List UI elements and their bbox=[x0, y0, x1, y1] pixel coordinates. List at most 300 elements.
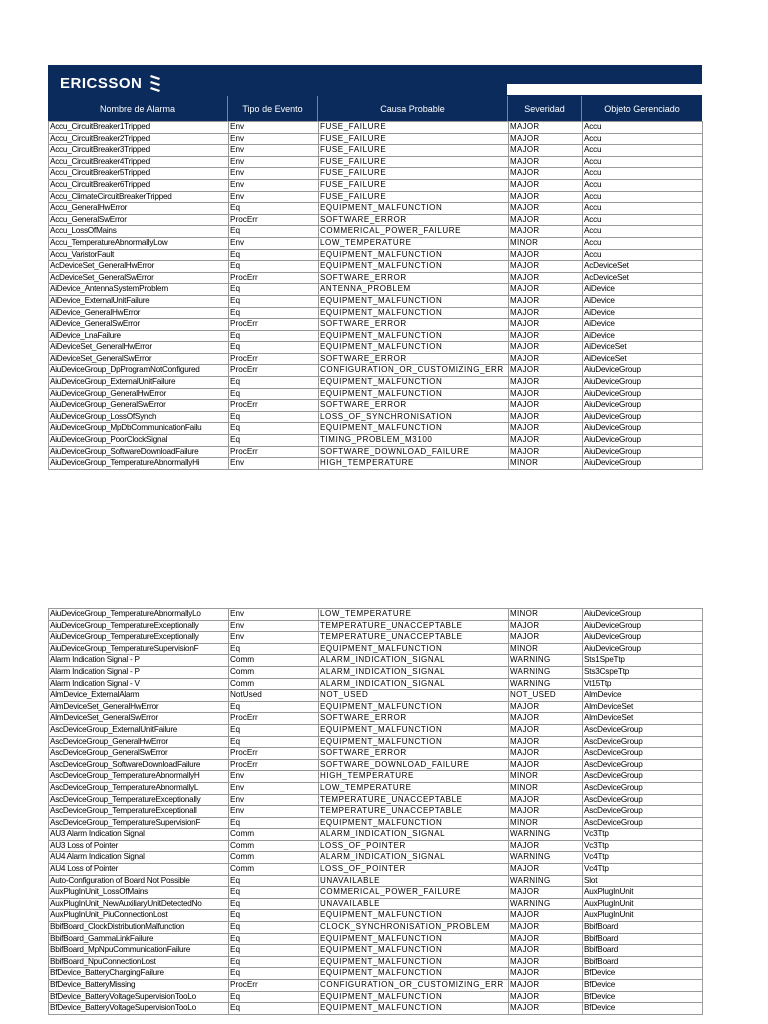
severity-cell: MAJOR bbox=[509, 759, 583, 771]
managed-object-cell: AiuDeviceGroup bbox=[583, 632, 703, 644]
managed-object-cell: AiuDeviceGroup bbox=[583, 411, 703, 423]
alarm-name-cell: BfDevice_BatteryVoltageSupervisionTooLo bbox=[49, 1003, 229, 1015]
alarm-name-cell: Alarm Indication Signal - P bbox=[49, 655, 229, 667]
probable-cause-cell: TEMPERATURE_UNACCEPTABLE bbox=[319, 632, 509, 644]
probable-cause-cell: ALARM_INDICATION_SIGNAL bbox=[319, 666, 509, 678]
managed-object-cell: BfDevice bbox=[583, 968, 703, 980]
table-row bbox=[49, 748, 703, 760]
managed-object-cell: AiuDeviceGroup bbox=[583, 446, 703, 458]
table-row bbox=[49, 736, 703, 748]
managed-object-cell: AscDeviceGroup bbox=[583, 759, 703, 771]
managed-object-cell: AlmDeviceSet bbox=[583, 701, 703, 713]
managed-object-cell: AscDeviceGroup bbox=[583, 748, 703, 760]
event-type-cell: Env bbox=[229, 609, 319, 621]
alarm-name-cell: AuxPlugInUnit_LossOfMains bbox=[49, 887, 229, 899]
probable-cause-cell: TEMPERATURE_UNACCEPTABLE bbox=[319, 794, 509, 806]
managed-object-cell: AiuDeviceGroup bbox=[583, 458, 703, 470]
alarm-name-cell: BfDevice_BatteryChargingFailure bbox=[49, 968, 229, 980]
alarm-name-cell: AiuDeviceGroup_TemperatureExceptionally bbox=[49, 620, 229, 632]
probable-cause-cell: FUSE_FAILURE bbox=[319, 145, 509, 157]
severity-cell: MAJOR bbox=[509, 736, 583, 748]
table-row bbox=[49, 203, 703, 215]
table-row bbox=[49, 226, 703, 238]
severity-cell: MAJOR bbox=[509, 991, 583, 1003]
probable-cause-cell: EQUIPMENT_MALFUNCTION bbox=[319, 643, 509, 655]
alarm-name-cell: AiuDeviceGroup_GeneralHwError bbox=[49, 388, 229, 400]
event-type-cell: Env bbox=[229, 806, 319, 818]
managed-object-cell: Accu bbox=[583, 179, 703, 191]
event-type-cell: Eq bbox=[229, 1003, 319, 1015]
severity-cell: WARNING bbox=[509, 875, 583, 887]
managed-object-cell: AiuDeviceGroup bbox=[583, 365, 703, 377]
probable-cause-cell: CLOCK_SYNCHRONISATION_PROBLEM bbox=[319, 922, 509, 934]
managed-object-cell: AiuDeviceGroup bbox=[583, 435, 703, 447]
alarm-name-cell: AiuDeviceGroup_PoorClockSignal bbox=[49, 435, 229, 447]
alarm-name-cell: BbifBoard_NpuConnectionLost bbox=[49, 956, 229, 968]
alarm-name-cell: Accu_CircuitBreaker2Tripped bbox=[49, 133, 229, 145]
managed-object-cell: BbifBoard bbox=[583, 945, 703, 957]
probable-cause-cell: EQUIPMENT_MALFUNCTION bbox=[319, 933, 509, 945]
table-row bbox=[49, 690, 703, 702]
alarm-name-cell: AiDevice_LnaFailure bbox=[49, 330, 229, 342]
table-row bbox=[49, 910, 703, 922]
alarm-name-cell: Accu_LossOfMains bbox=[49, 226, 229, 238]
table-row bbox=[49, 1003, 703, 1015]
table-row bbox=[49, 806, 703, 818]
probable-cause-cell: ALARM_INDICATION_SIGNAL bbox=[319, 678, 509, 690]
severity-cell: WARNING bbox=[509, 898, 583, 910]
severity-cell: MAJOR bbox=[509, 365, 583, 377]
event-type-cell: Eq bbox=[229, 435, 319, 447]
table-row bbox=[49, 168, 703, 180]
alarm-name-cell: AiDevice_ExternalUnitFailure bbox=[49, 295, 229, 307]
event-type-cell: Env bbox=[229, 620, 319, 632]
managed-object-cell: AuxPlugInUnit bbox=[583, 910, 703, 922]
event-type-cell: Eq bbox=[229, 261, 319, 273]
probable-cause-cell: LOSS_OF_POINTER bbox=[319, 840, 509, 852]
managed-object-cell: BbifBoard bbox=[583, 922, 703, 934]
event-type-cell: ProcErr bbox=[229, 365, 319, 377]
severity-cell: MINOR bbox=[509, 237, 583, 249]
event-type-cell: Eq bbox=[229, 411, 319, 423]
table-row bbox=[49, 307, 703, 319]
table-row bbox=[49, 261, 703, 273]
probable-cause-cell: CONFIGURATION_OR_CUSTOMIZING_ERR bbox=[319, 980, 509, 992]
alarm-name-cell: AiDeviceSet_GeneralSwError bbox=[49, 353, 229, 365]
event-type-cell: Env bbox=[229, 632, 319, 644]
event-type-cell: Env bbox=[229, 794, 319, 806]
severity-cell: MAJOR bbox=[509, 307, 583, 319]
managed-object-cell: Vc4Ttp bbox=[583, 852, 703, 864]
alarm-table-top bbox=[48, 121, 703, 470]
managed-object-cell: Accu bbox=[583, 214, 703, 226]
managed-object-cell: AiuDeviceGroup bbox=[583, 377, 703, 389]
alarm-name-cell: BfDevice_BatteryMissing bbox=[49, 980, 229, 992]
alarm-name-cell: BbifBoard_ClockDistributionMalfunction bbox=[49, 922, 229, 934]
severity-cell: MINOR bbox=[509, 817, 583, 829]
probable-cause-cell: TEMPERATURE_UNACCEPTABLE bbox=[319, 806, 509, 818]
probable-cause-cell: FUSE_FAILURE bbox=[319, 168, 509, 180]
managed-object-cell: Sts3CspeTtp bbox=[583, 666, 703, 678]
alarm-name-cell: AlmDevice_ExternalAlarm bbox=[49, 690, 229, 702]
event-type-cell: Eq bbox=[229, 388, 319, 400]
event-type-cell: Eq bbox=[229, 910, 319, 922]
managed-object-cell: BfDevice bbox=[583, 980, 703, 992]
probable-cause-cell: EQUIPMENT_MALFUNCTION bbox=[319, 956, 509, 968]
managed-object-cell: Accu bbox=[583, 168, 703, 180]
severity-cell: MAJOR bbox=[509, 701, 583, 713]
severity-cell: MAJOR bbox=[509, 145, 583, 157]
table-row bbox=[49, 852, 703, 864]
probable-cause-cell: SOFTWARE_ERROR bbox=[319, 319, 509, 331]
severity-cell: MAJOR bbox=[509, 968, 583, 980]
severity-cell: WARNING bbox=[509, 852, 583, 864]
probable-cause-cell: EQUIPMENT_MALFUNCTION bbox=[319, 261, 509, 273]
severity-cell: MAJOR bbox=[509, 980, 583, 992]
severity-cell: WARNING bbox=[509, 655, 583, 667]
managed-object-cell: Accu bbox=[583, 203, 703, 215]
table-row bbox=[49, 840, 703, 852]
table-row bbox=[49, 191, 703, 203]
managed-object-cell: AiDevice bbox=[583, 295, 703, 307]
probable-cause-cell: FUSE_FAILURE bbox=[319, 156, 509, 168]
column-header-tipo: Tipo de Evento bbox=[228, 96, 318, 121]
alarm-name-cell: Accu_CircuitBreaker1Tripped bbox=[49, 122, 229, 134]
severity-cell: MAJOR bbox=[509, 261, 583, 273]
table-row bbox=[49, 609, 703, 621]
severity-cell: MAJOR bbox=[509, 203, 583, 215]
managed-object-cell: AiDevice bbox=[583, 330, 703, 342]
table-row bbox=[49, 945, 703, 957]
severity-cell: MAJOR bbox=[509, 342, 583, 354]
probable-cause-cell: SOFTWARE_ERROR bbox=[319, 748, 509, 760]
table-row bbox=[49, 655, 703, 667]
probable-cause-cell: SOFTWARE_DOWNLOAD_FAILURE bbox=[319, 446, 509, 458]
probable-cause-cell: TEMPERATURE_UNACCEPTABLE bbox=[319, 620, 509, 632]
severity-cell: MAJOR bbox=[509, 933, 583, 945]
severity-cell: MAJOR bbox=[509, 388, 583, 400]
table-row bbox=[49, 122, 703, 134]
event-type-cell: ProcErr bbox=[229, 272, 319, 284]
alarm-name-cell: AU3 Loss of Pointer bbox=[49, 840, 229, 852]
table-row bbox=[49, 272, 703, 284]
event-type-cell: ProcErr bbox=[229, 980, 319, 992]
alarm-name-cell: AscDeviceGroup_SoftwareDownloadFailure bbox=[49, 759, 229, 771]
table-row bbox=[49, 829, 703, 841]
managed-object-cell: Accu bbox=[583, 249, 703, 261]
probable-cause-cell: EQUIPMENT_MALFUNCTION bbox=[319, 1003, 509, 1015]
table-row bbox=[49, 411, 703, 423]
probable-cause-cell: EQUIPMENT_MALFUNCTION bbox=[319, 295, 509, 307]
managed-object-cell: AuxPlugInUnit bbox=[583, 887, 703, 899]
probable-cause-cell: COMMERICAL_POWER_FAILURE bbox=[319, 887, 509, 899]
alarm-name-cell: AiuDeviceGroup_MpDbCommunicationFailu bbox=[49, 423, 229, 435]
severity-cell: MAJOR bbox=[509, 400, 583, 412]
alarm-name-cell: AiuDeviceGroup_DpProgramNotConfigured bbox=[49, 365, 229, 377]
severity-cell: MAJOR bbox=[509, 330, 583, 342]
alarm-name-cell: AuxPlugInUnit_NewAuxiliaryUnitDetectedNo bbox=[49, 898, 229, 910]
alarm-name-cell: Alarm Indication Signal - V bbox=[49, 678, 229, 690]
event-type-cell: Env bbox=[229, 179, 319, 191]
event-type-cell: Comm bbox=[229, 666, 319, 678]
managed-object-cell: AuxPlugInUnit bbox=[583, 898, 703, 910]
severity-cell: MINOR bbox=[509, 643, 583, 655]
probable-cause-cell: EQUIPMENT_MALFUNCTION bbox=[319, 910, 509, 922]
severity-cell: MAJOR bbox=[509, 156, 583, 168]
alarm-name-cell: AscDeviceGroup_TemperatureAbnormallyL bbox=[49, 782, 229, 794]
managed-object-cell: AscDeviceGroup bbox=[583, 782, 703, 794]
managed-object-cell: Accu bbox=[583, 156, 703, 168]
table-row bbox=[49, 898, 703, 910]
severity-cell: MAJOR bbox=[509, 1003, 583, 1015]
table-row bbox=[49, 864, 703, 876]
probable-cause-cell: LOSS_OF_POINTER bbox=[319, 864, 509, 876]
column-header-nombre: Nombre de Alarma bbox=[48, 96, 228, 121]
table-row bbox=[49, 991, 703, 1003]
table-row bbox=[49, 887, 703, 899]
event-type-cell: ProcErr bbox=[229, 446, 319, 458]
event-type-cell: Eq bbox=[229, 817, 319, 829]
severity-cell: MAJOR bbox=[509, 411, 583, 423]
alarm-name-cell: Accu_GeneralSwError bbox=[49, 214, 229, 226]
probable-cause-cell: EQUIPMENT_MALFUNCTION bbox=[319, 736, 509, 748]
event-type-cell: Comm bbox=[229, 852, 319, 864]
alarm-name-cell: AuxPlugInUnit_PiuConnectionLost bbox=[49, 910, 229, 922]
alarm-name-cell: AscDeviceGroup_TemperatureExceptionall bbox=[49, 806, 229, 818]
severity-cell: NOT_USED bbox=[509, 690, 583, 702]
probable-cause-cell: SOFTWARE_ERROR bbox=[319, 713, 509, 725]
table-row bbox=[49, 435, 703, 447]
managed-object-cell: AscDeviceGroup bbox=[583, 817, 703, 829]
alarm-name-cell: BfDevice_BatteryVoltageSupervisionTooLo bbox=[49, 991, 229, 1003]
managed-object-cell: AiuDeviceGroup bbox=[583, 620, 703, 632]
event-type-cell: Eq bbox=[229, 377, 319, 389]
table-row bbox=[49, 249, 703, 261]
severity-cell: MAJOR bbox=[509, 748, 583, 760]
event-type-cell: Eq bbox=[229, 933, 319, 945]
event-type-cell: ProcErr bbox=[229, 759, 319, 771]
probable-cause-cell: EQUIPMENT_MALFUNCTION bbox=[319, 203, 509, 215]
probable-cause-cell: HIGH_TEMPERATURE bbox=[319, 771, 509, 783]
table-row bbox=[49, 817, 703, 829]
severity-cell: MAJOR bbox=[509, 179, 583, 191]
table-row bbox=[49, 458, 703, 470]
managed-object-cell: BbifBoard bbox=[583, 933, 703, 945]
probable-cause-cell: EQUIPMENT_MALFUNCTION bbox=[319, 724, 509, 736]
managed-object-cell: AiuDeviceGroup bbox=[583, 388, 703, 400]
alarm-name-cell: AlmDeviceSet_GeneralHwError bbox=[49, 701, 229, 713]
probable-cause-cell: COMMERICAL_POWER_FAILURE bbox=[319, 226, 509, 238]
alarm-name-cell: Accu_TemperatureAbnormallyLow bbox=[49, 237, 229, 249]
event-type-cell: ProcErr bbox=[229, 214, 319, 226]
event-type-cell: Eq bbox=[229, 956, 319, 968]
severity-cell: WARNING bbox=[509, 678, 583, 690]
probable-cause-cell: NOT_USED bbox=[319, 690, 509, 702]
probable-cause-cell: EQUIPMENT_MALFUNCTION bbox=[319, 945, 509, 957]
probable-cause-cell: TIMING_PROBLEM_M3100 bbox=[319, 435, 509, 447]
event-type-cell: Comm bbox=[229, 829, 319, 841]
alarm-name-cell: BbifBoard_MpNpuCommunicationFailure bbox=[49, 945, 229, 957]
managed-object-cell: Accu bbox=[583, 191, 703, 203]
probable-cause-cell: FUSE_FAILURE bbox=[319, 191, 509, 203]
probable-cause-cell: EQUIPMENT_MALFUNCTION bbox=[319, 342, 509, 354]
alarm-name-cell: AiuDeviceGroup_TemperatureAbnormallyLo bbox=[49, 609, 229, 621]
severity-cell: MAJOR bbox=[509, 910, 583, 922]
severity-cell: MAJOR bbox=[509, 377, 583, 389]
probable-cause-cell: FUSE_FAILURE bbox=[319, 133, 509, 145]
alarm-name-cell: Accu_GeneralHwError bbox=[49, 203, 229, 215]
probable-cause-cell: SOFTWARE_DOWNLOAD_FAILURE bbox=[319, 759, 509, 771]
event-type-cell: ProcErr bbox=[229, 319, 319, 331]
event-type-cell: Eq bbox=[229, 724, 319, 736]
managed-object-cell: Sts1SpeTtp bbox=[583, 655, 703, 667]
table-row bbox=[49, 353, 703, 365]
table-row bbox=[49, 632, 703, 644]
event-type-cell: Eq bbox=[229, 922, 319, 934]
alarm-name-cell: AscDeviceGroup_GeneralHwError bbox=[49, 736, 229, 748]
alarm-name-cell: AiuDeviceGroup_LossOfSynch bbox=[49, 411, 229, 423]
probable-cause-cell: ALARM_INDICATION_SIGNAL bbox=[319, 655, 509, 667]
event-type-cell: Comm bbox=[229, 864, 319, 876]
severity-cell: MINOR bbox=[509, 609, 583, 621]
managed-object-cell: AscDeviceGroup bbox=[583, 794, 703, 806]
severity-cell: MAJOR bbox=[509, 214, 583, 226]
probable-cause-cell: ANTENNA_PROBLEM bbox=[319, 284, 509, 296]
probable-cause-cell: EQUIPMENT_MALFUNCTION bbox=[319, 249, 509, 261]
alarm-name-cell: BbifBoard_GammaLinkFailure bbox=[49, 933, 229, 945]
alarm-name-cell: AiDevice_AntennaSystemProblem bbox=[49, 284, 229, 296]
event-type-cell: Eq bbox=[229, 945, 319, 957]
table-row bbox=[49, 342, 703, 354]
probable-cause-cell: ALARM_INDICATION_SIGNAL bbox=[319, 829, 509, 841]
probable-cause-cell: HIGH_TEMPERATURE bbox=[319, 458, 509, 470]
event-type-cell: Env bbox=[229, 168, 319, 180]
event-type-cell: Eq bbox=[229, 226, 319, 238]
event-type-cell: Env bbox=[229, 122, 319, 134]
managed-object-cell: AlmDeviceSet bbox=[583, 713, 703, 725]
managed-object-cell: Vc3Ttp bbox=[583, 840, 703, 852]
alarm-name-cell: AU4 Alarm Indication Signal bbox=[49, 852, 229, 864]
table-row bbox=[49, 284, 703, 296]
alarm-name-cell: AscDeviceGroup_TemperatureExceptionally bbox=[49, 794, 229, 806]
event-type-cell: Env bbox=[229, 156, 319, 168]
event-type-cell: Comm bbox=[229, 840, 319, 852]
alarm-name-cell: AiuDeviceGroup_TemperatureExceptionally bbox=[49, 632, 229, 644]
managed-object-cell: AlmDevice bbox=[583, 690, 703, 702]
managed-object-cell: AiDevice bbox=[583, 319, 703, 331]
severity-cell: MAJOR bbox=[509, 191, 583, 203]
event-type-cell: Eq bbox=[229, 249, 319, 261]
severity-cell: MINOR bbox=[509, 458, 583, 470]
managed-object-cell: Vc3Ttp bbox=[583, 829, 703, 841]
severity-cell: MAJOR bbox=[509, 794, 583, 806]
event-type-cell: Comm bbox=[229, 655, 319, 667]
table-row bbox=[49, 701, 703, 713]
probable-cause-cell: EQUIPMENT_MALFUNCTION bbox=[319, 423, 509, 435]
severity-cell: WARNING bbox=[509, 666, 583, 678]
alarm-name-cell: AcDeviceSet_GeneralSwError bbox=[49, 272, 229, 284]
table-row bbox=[49, 794, 703, 806]
alarm-name-cell: AscDeviceGroup_TemperatureAbnormallyH bbox=[49, 771, 229, 783]
table-row bbox=[49, 980, 703, 992]
event-type-cell: Comm bbox=[229, 678, 319, 690]
managed-object-cell: AiuDeviceGroup bbox=[583, 643, 703, 655]
managed-object-cell: AiDeviceSet bbox=[583, 353, 703, 365]
event-type-cell: Env bbox=[229, 237, 319, 249]
probable-cause-cell: EQUIPMENT_MALFUNCTION bbox=[319, 377, 509, 389]
alarm-name-cell: AU4 Loss of Pointer bbox=[49, 864, 229, 876]
event-type-cell: NotUsed bbox=[229, 690, 319, 702]
severity-cell: MAJOR bbox=[509, 864, 583, 876]
alarm-name-cell: Accu_VaristorFault bbox=[49, 249, 229, 261]
table-row bbox=[49, 365, 703, 377]
severity-cell: MAJOR bbox=[509, 887, 583, 899]
table-row bbox=[49, 446, 703, 458]
probable-cause-cell: SOFTWARE_ERROR bbox=[319, 353, 509, 365]
managed-object-cell: AiuDeviceGroup bbox=[583, 400, 703, 412]
severity-cell: MAJOR bbox=[509, 353, 583, 365]
managed-object-cell: Accu bbox=[583, 122, 703, 134]
severity-cell: MAJOR bbox=[509, 295, 583, 307]
table-row bbox=[49, 956, 703, 968]
managed-object-cell: AiuDeviceGroup bbox=[583, 423, 703, 435]
alarm-name-cell: Accu_ClimateCircuitBreakerTripped bbox=[49, 191, 229, 203]
probable-cause-cell: EQUIPMENT_MALFUNCTION bbox=[319, 701, 509, 713]
table-row bbox=[49, 400, 703, 412]
managed-object-cell: Slot bbox=[583, 875, 703, 887]
probable-cause-cell: LOW_TEMPERATURE bbox=[319, 237, 509, 249]
managed-object-cell: Accu bbox=[583, 145, 703, 157]
severity-cell: MAJOR bbox=[509, 122, 583, 134]
table-row bbox=[49, 933, 703, 945]
brand-name: ERICSSON bbox=[60, 74, 143, 92]
probable-cause-cell: ALARM_INDICATION_SIGNAL bbox=[319, 852, 509, 864]
probable-cause-cell: CONFIGURATION_OR_CUSTOMIZING_ERR bbox=[319, 365, 509, 377]
probable-cause-cell: SOFTWARE_ERROR bbox=[319, 214, 509, 226]
severity-cell: MAJOR bbox=[509, 840, 583, 852]
event-type-cell: Env bbox=[229, 782, 319, 794]
alarm-name-cell: AscDeviceGroup_GeneralSwError bbox=[49, 748, 229, 760]
table-row bbox=[49, 620, 703, 632]
alarm-name-cell: AiuDeviceGroup_GeneralSwError bbox=[49, 400, 229, 412]
probable-cause-cell: LOSS_OF_SYNCHRONISATION bbox=[319, 411, 509, 423]
probable-cause-cell: UNAVAILABLE bbox=[319, 898, 509, 910]
table-row bbox=[49, 423, 703, 435]
managed-object-cell: AscDeviceGroup bbox=[583, 724, 703, 736]
event-type-cell: Eq bbox=[229, 736, 319, 748]
event-type-cell: Env bbox=[229, 458, 319, 470]
severity-cell: MAJOR bbox=[509, 133, 583, 145]
table-row bbox=[49, 330, 703, 342]
event-type-cell: Eq bbox=[229, 284, 319, 296]
probable-cause-cell: EQUIPMENT_MALFUNCTION bbox=[319, 388, 509, 400]
managed-object-cell: AiuDeviceGroup bbox=[583, 609, 703, 621]
event-type-cell: Eq bbox=[229, 875, 319, 887]
alarm-name-cell: Accu_CircuitBreaker4Tripped bbox=[49, 156, 229, 168]
table-row bbox=[49, 145, 703, 157]
table-row bbox=[49, 643, 703, 655]
severity-cell: MAJOR bbox=[509, 724, 583, 736]
severity-cell: MAJOR bbox=[509, 272, 583, 284]
alarm-name-cell: Auto-Configuration of Board Not Possible bbox=[49, 875, 229, 887]
managed-object-cell: Vt15Ttp bbox=[583, 678, 703, 690]
table-row bbox=[49, 295, 703, 307]
managed-object-cell: AscDeviceGroup bbox=[583, 736, 703, 748]
table-row bbox=[49, 666, 703, 678]
event-type-cell: Eq bbox=[229, 295, 319, 307]
table-row bbox=[49, 968, 703, 980]
event-type-cell: Env bbox=[229, 771, 319, 783]
